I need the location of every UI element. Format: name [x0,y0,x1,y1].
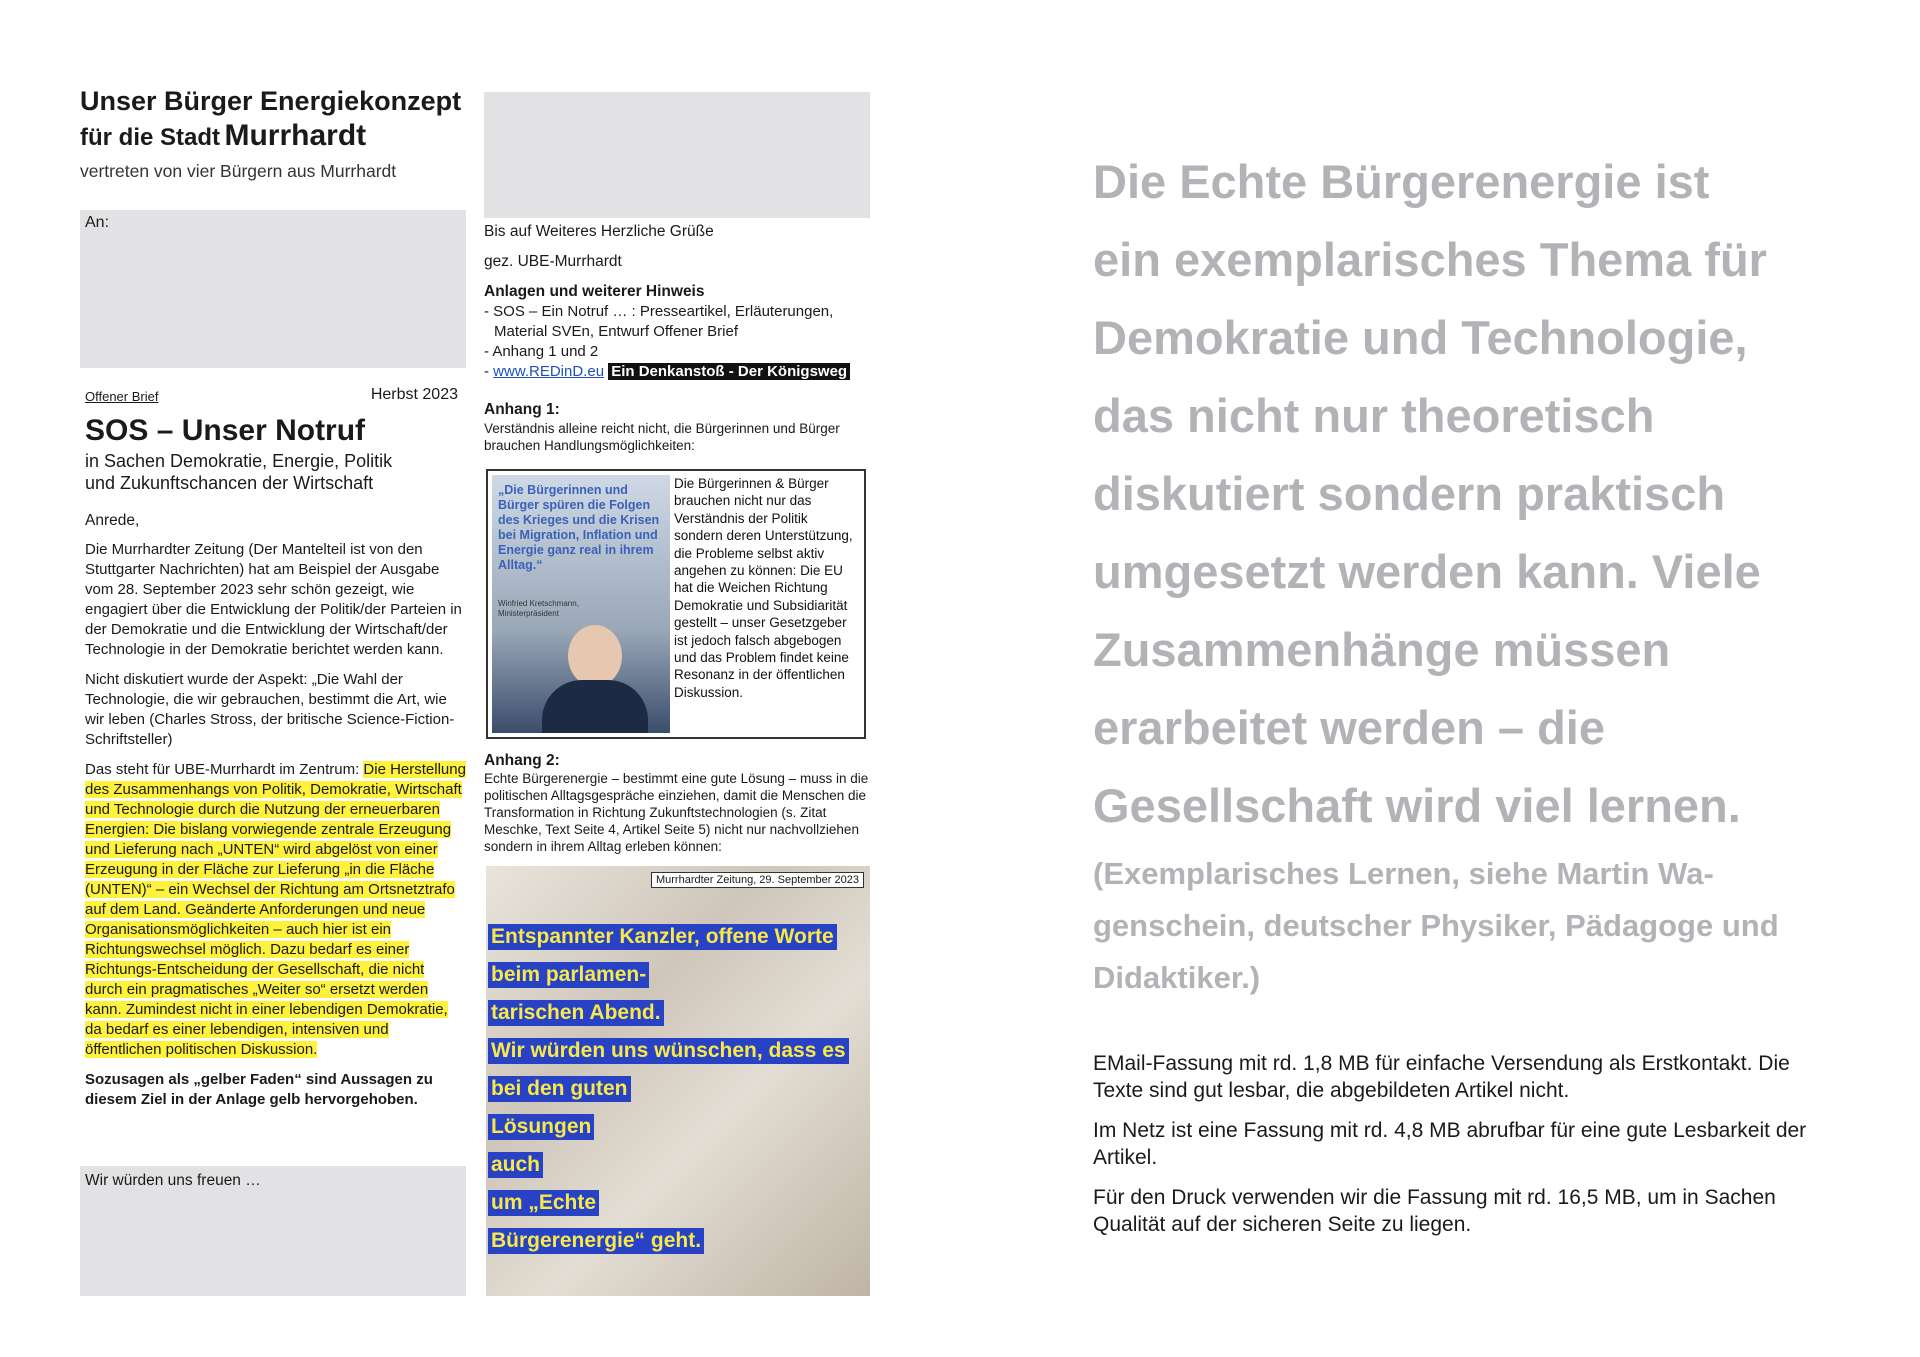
news-line: Bürgerenergie“ geht. [488,1228,704,1254]
statement-line: ein exemplarisches Thema für [1093,233,1767,286]
clip-quote: „Die Bürgerinnen und Bürger spüren die Folgen des Krieges und die Krisen bei Migration, Inflation und Energie ganz real in ihrem Alltag.“ [498,483,660,572]
redind-link[interactable]: www.REDinD.eu [493,363,605,380]
news-line: bei den guten [488,1076,631,1102]
anhang1-title: Anhang 1: [484,401,560,418]
letter-header [80,84,466,183]
news-source-label: Murrhardter Zeitung, 29. September 2023 [651,872,864,888]
closing-text: Wir würden uns freuen … [85,1172,261,1189]
attachment-3 [484,362,874,382]
letter-paragraph-3 [85,760,466,1060]
reference-line: Didaktiker.) [1093,960,1261,995]
address-box [80,210,466,368]
letter-title-prefix: für die Stadt [80,124,221,151]
newspaper-clipping [486,866,870,1296]
news-line: Lösungen [488,1114,594,1140]
statement-line: Die Echte Bürgerenergie ist [1093,155,1710,208]
right-reference [1093,848,1813,1004]
attachments-title: Anlagen und weiterer Hinweis [484,283,705,300]
news-line: beim parlamen- [488,962,649,988]
reference-line: genschein, deutscher Physiker, Pädagoge und [1093,908,1779,943]
greeting: Bis auf Weiteres Herzliche Grüße [484,223,714,240]
news-line: Entspannter Kanzler, offene Worte [488,924,837,950]
letter-headline: SOS – Unser Notruf [85,414,366,447]
anhang2-text: Echte Bürgerenergie – bestimmt eine gute Lösung – muss in die politischen Alltagsgespräche einziehen, damit die Menschen die Transformation in Richtung Zukunftstechnologien (s. Zitat Meschke, Text Seite 4, Artikel Seite 5) nicht nur nachvollziehen sondern in ihrem Alltag erleben können: [484,771,869,854]
paragraph-3-intro: Das steht für UBE-Murrhardt im Zentrum: [85,761,364,778]
news-line: tarischen Abend. [488,1000,664,1026]
note-email-version: EMail-Fassung mit rd. 1,8 MB für einfache Versendung als Erstkontakt. Die Texte sind gut lesbar, die abgebildeten Artikel nicht. [1093,1052,1790,1102]
attachment-1: - SOS – Ein Notruf … : Presseartikel, Erläuterungen, [484,303,834,320]
news-line: auch [488,1152,543,1178]
statement-line: Zusammenhänge müssen [1093,623,1671,676]
signature: gez. UBE-Murrhardt [484,253,622,270]
anhang2-title: Anhang 2: [484,752,560,769]
attachment-2: - Anhang 1 und 2 [484,343,599,360]
season-label: Herbst 2023 [370,386,458,403]
right-statement [1093,143,1833,845]
letter-title-line1: Unser Bürger Energiekonzept [80,86,462,116]
note-print-version: Für den Druck verwenden wir die Fassung mit rd. 16,5 MB, um in Sachen Qualität auf der sicheren Seite zu liegen. [1093,1186,1776,1236]
right-notes [1093,1050,1833,1251]
person-body-icon [542,680,648,733]
kretschmann-photo [492,475,670,733]
news-line: um „Echte [488,1190,599,1216]
news-headlines [488,920,866,1262]
letter-subheadline-1: in Sachen Demokratie, Energie, Politik [85,451,393,471]
letter-body [80,412,466,1110]
letter-subheadline-2: und Zukunftschancen der Wirtschaft [85,473,374,493]
letter-subtitle: vertreten von vier Bürgern aus Murrhardt [80,161,397,181]
col2-body [484,222,874,454]
letter-title-line2 [80,118,466,159]
statement-line: Demokratie und Technologie, [1093,311,1748,364]
statement-line: erarbeitet werden – die [1093,701,1605,754]
anhang1-text: Verständnis alleine reicht nicht, die Bürgerinnen und Bürger brauchen Handlungsmöglichkeiten: [484,421,840,453]
clip-text: Die Bürgerinnen & Bürger brauchen nicht nur das Verständnis der Politik sondern deren Unterstützung, die Probleme selbst aktiv angehen zu können: Die EU hat die Weichen Richtung Demokratie und Subsidiarität gestellt – unser Gesetzgeber ist jedoch falsch abgebogen und das Problem findet keine Resonanz in der öffentlichen Diskussion. [674,476,853,700]
letter-salutation: Anrede, [85,512,140,529]
news-line: Wir würden uns wünschen, dass es [488,1038,849,1064]
top-grey-box [484,92,870,218]
anhang1-clipping [486,469,866,739]
offener-brief-label: Offener Brief [85,389,159,404]
statement-line: umgesetzt werden kann. Viele [1093,545,1761,598]
clip-author: Winfried Kretschmann, Ministerpräsident [498,599,579,618]
anhang2-block [484,752,874,855]
statement-line: diskutiert sondern praktisch [1093,467,1726,520]
paragraph-3-highlight: Die Herstellung des Zusammenhangs von Politik, Demokratie, Wirtschaft und Technologie durch die Nutzung der erneuerbaren Energien: Die bislang vorwiegende zentrale Erzeugung und Lieferung nach „UNTEN“ wird abgelöst von einer Erzeugung in der Fläche zur Lieferung „in die Fläche (UNTEN)“ – ein Wechsel der Richtung am Ortsnetztrafo auf dem Land. Geänderte Anforderungen und neue Organisationsmöglichkeiten – auch hier ist ein Richtungswechsel möglich. Dazu bedarf es einer Richtungs-Entscheidung der Gesellschaft, die nicht durch ein pragmatisches „Weiter so“ ersetzt werden kann. Zumindest nicht in einer lebendigen Demokratie, da bedarf es einer lebendigen, intensiven und öffentlichen politischen Diskussion. [85,761,466,1058]
letter-paragraph-1: Die Murrhardter Zeitung (Der Mantelteil ist von den Stuttgarter Nachrichten) hat am Beispiel der Ausgabe vom 28. September 2023 sehr schön gezeigt, wie engagiert über die Entwicklung der Politik/der Parteien in der Demokratie und die Entwicklung der Wirtschaft/der Technologie in der Demokratie berichtet werden kann. [85,541,462,658]
reference-line: (Exemplarisches Lernen, siehe Martin Wa- [1093,856,1714,891]
attachment-3-prefix: - [484,363,494,380]
denkanstoss-badge: Ein Denkanstoß - Der Königsweg [608,363,850,380]
closing-box [80,1166,466,1296]
letter-bold-note: Sozusagen als „gelber Faden“ sind Aussagen zu diesem Ziel in der Anlage gelb hervorgehoben. [85,1071,433,1108]
note-web-version: Im Netz ist eine Fassung mit rd. 4,8 MB abrufbar für eine gute Lesbarkeit der Artikel. [1093,1119,1807,1169]
letter-meta [80,386,466,406]
person-head-icon [568,625,622,687]
statement-line: das nicht nur theoretisch [1093,389,1655,442]
letter-title-city: Murrhardt [224,119,367,152]
letter-paragraph-2: Nicht diskutiert wurde der Aspekt: „Die Wahl der Technologie, die wir gebrauchen, bestimmt die Art, wie wir leben (Charles Stross, der britische Science-Fiction-Schriftsteller) [85,671,455,748]
address-label: An: [85,214,110,231]
statement-line: Gesellschaft wird viel lernen. [1093,779,1741,832]
attachment-1b: Material SVEn, Entwurf Offener Brief [494,323,738,340]
